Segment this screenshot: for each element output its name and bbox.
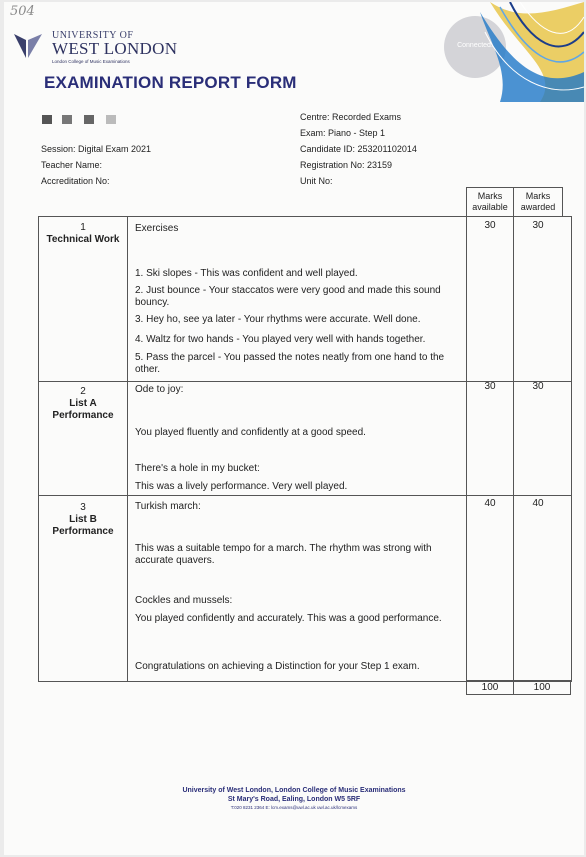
redacted-block bbox=[42, 115, 52, 124]
university-line2: WEST LONDON bbox=[52, 39, 178, 58]
section-2-heading: Ode to joy: bbox=[135, 384, 184, 395]
section-3-label: 3 List B Performance bbox=[52, 502, 114, 537]
marks-awarded-header: Marks awarded bbox=[513, 187, 563, 216]
section-2-label: 2 List A Performance bbox=[52, 386, 114, 421]
column-divider bbox=[513, 217, 514, 681]
section-2-comment: You played fluently and confidently at a good speed. bbox=[135, 427, 366, 438]
footer-line1: University of West London, London College of Music Examinations bbox=[182, 787, 406, 794]
section-1-comment: 2. Just bounce - Your staccatos were very good and made this sound bouncy. bbox=[135, 285, 441, 308]
report-table bbox=[38, 216, 572, 682]
total-available: 100 bbox=[466, 680, 514, 695]
info-left bbox=[41, 141, 151, 189]
section-1-marks-awarded: 30 bbox=[532, 220, 544, 231]
centre-text: Centre: Recorded Exams bbox=[300, 112, 402, 122]
uwl-emblem-icon bbox=[12, 32, 44, 62]
section-3-comment: This was a suitable tempo for a march. The rhythm was strong with accurate quavers. bbox=[135, 543, 432, 566]
unit-text: Unit No: bbox=[300, 176, 333, 186]
registration-text: Registration No: 23159 bbox=[300, 160, 393, 170]
section-1-heading: Exercises bbox=[135, 223, 179, 234]
teacher-text: Teacher Name: bbox=[41, 160, 103, 170]
footer-line2: St Mary's Road, Ealing, London W5 5RF bbox=[227, 796, 361, 803]
session-text: Session: Digital Exam 2021 bbox=[41, 144, 152, 154]
section-2-marks-awarded: 30 bbox=[532, 381, 544, 392]
section-2-comment: This was a lively performance. Very well played. bbox=[135, 481, 348, 492]
column-divider bbox=[127, 217, 128, 681]
section-1-comment: 5. Pass the parcel - You passed the notes neatly from one hand to the other. bbox=[135, 352, 445, 375]
section-1-comment: 1. Ski slopes - This was confident and well played. bbox=[135, 268, 358, 279]
section-2-marks-available: 30 bbox=[484, 381, 496, 392]
redacted-block bbox=[62, 115, 72, 124]
section-2-heading: There's a hole in my bucket: bbox=[135, 463, 260, 474]
section-3-comment: Congratulations on achieving a Distinction for your Step 1 exam. bbox=[135, 661, 420, 672]
section-3-marks-available: 40 bbox=[484, 498, 496, 509]
decorative-wave-graphic bbox=[480, 2, 584, 102]
report-page bbox=[4, 2, 584, 855]
university-subtitle: London College of Music Examinations bbox=[52, 59, 130, 64]
info-right bbox=[300, 109, 417, 189]
section-3-marks-awarded: 40 bbox=[532, 498, 544, 509]
handwritten-note: 504 bbox=[10, 4, 35, 19]
section-3-heading: Turkish march: bbox=[135, 501, 201, 512]
redacted-block bbox=[106, 115, 116, 124]
form-title: EXAMINATION REPORT FORM bbox=[44, 73, 297, 92]
total-awarded: 100 bbox=[513, 680, 571, 695]
section-1-label: 1 Technical Work bbox=[46, 222, 120, 245]
exam-text: Exam: Piano - Step 1 bbox=[300, 128, 386, 138]
badge-text: Connected. bbox=[457, 42, 493, 49]
redacted-block bbox=[84, 115, 94, 124]
row-divider bbox=[39, 495, 571, 496]
section-1-comment: 4. Waltz for two hands - You played very well with hands together. bbox=[135, 334, 426, 345]
section-1-marks-available: 30 bbox=[484, 220, 496, 231]
marks-available-header: Marks available bbox=[466, 187, 514, 216]
section-3-heading: Cockles and mussels: bbox=[135, 595, 233, 606]
university-line1: UNIVERSITY OF bbox=[52, 30, 134, 41]
accreditation-text: Accreditation No: bbox=[41, 176, 110, 186]
column-divider bbox=[466, 217, 467, 681]
candidate-text: Candidate ID: 253201102014 bbox=[300, 144, 417, 154]
university-logo bbox=[12, 30, 178, 66]
section-3-comment: You played confidently and accurately. This was a good performance. bbox=[135, 613, 442, 624]
footer-line3: T:020 8231 2364 E: lcm.exams@uwl.ac.uk uwl.ac.uk/lcmexams bbox=[230, 805, 358, 810]
section-1-comment: 3. Hey ho, see ya later - Your rhythms were accurate. Well done. bbox=[135, 314, 421, 325]
